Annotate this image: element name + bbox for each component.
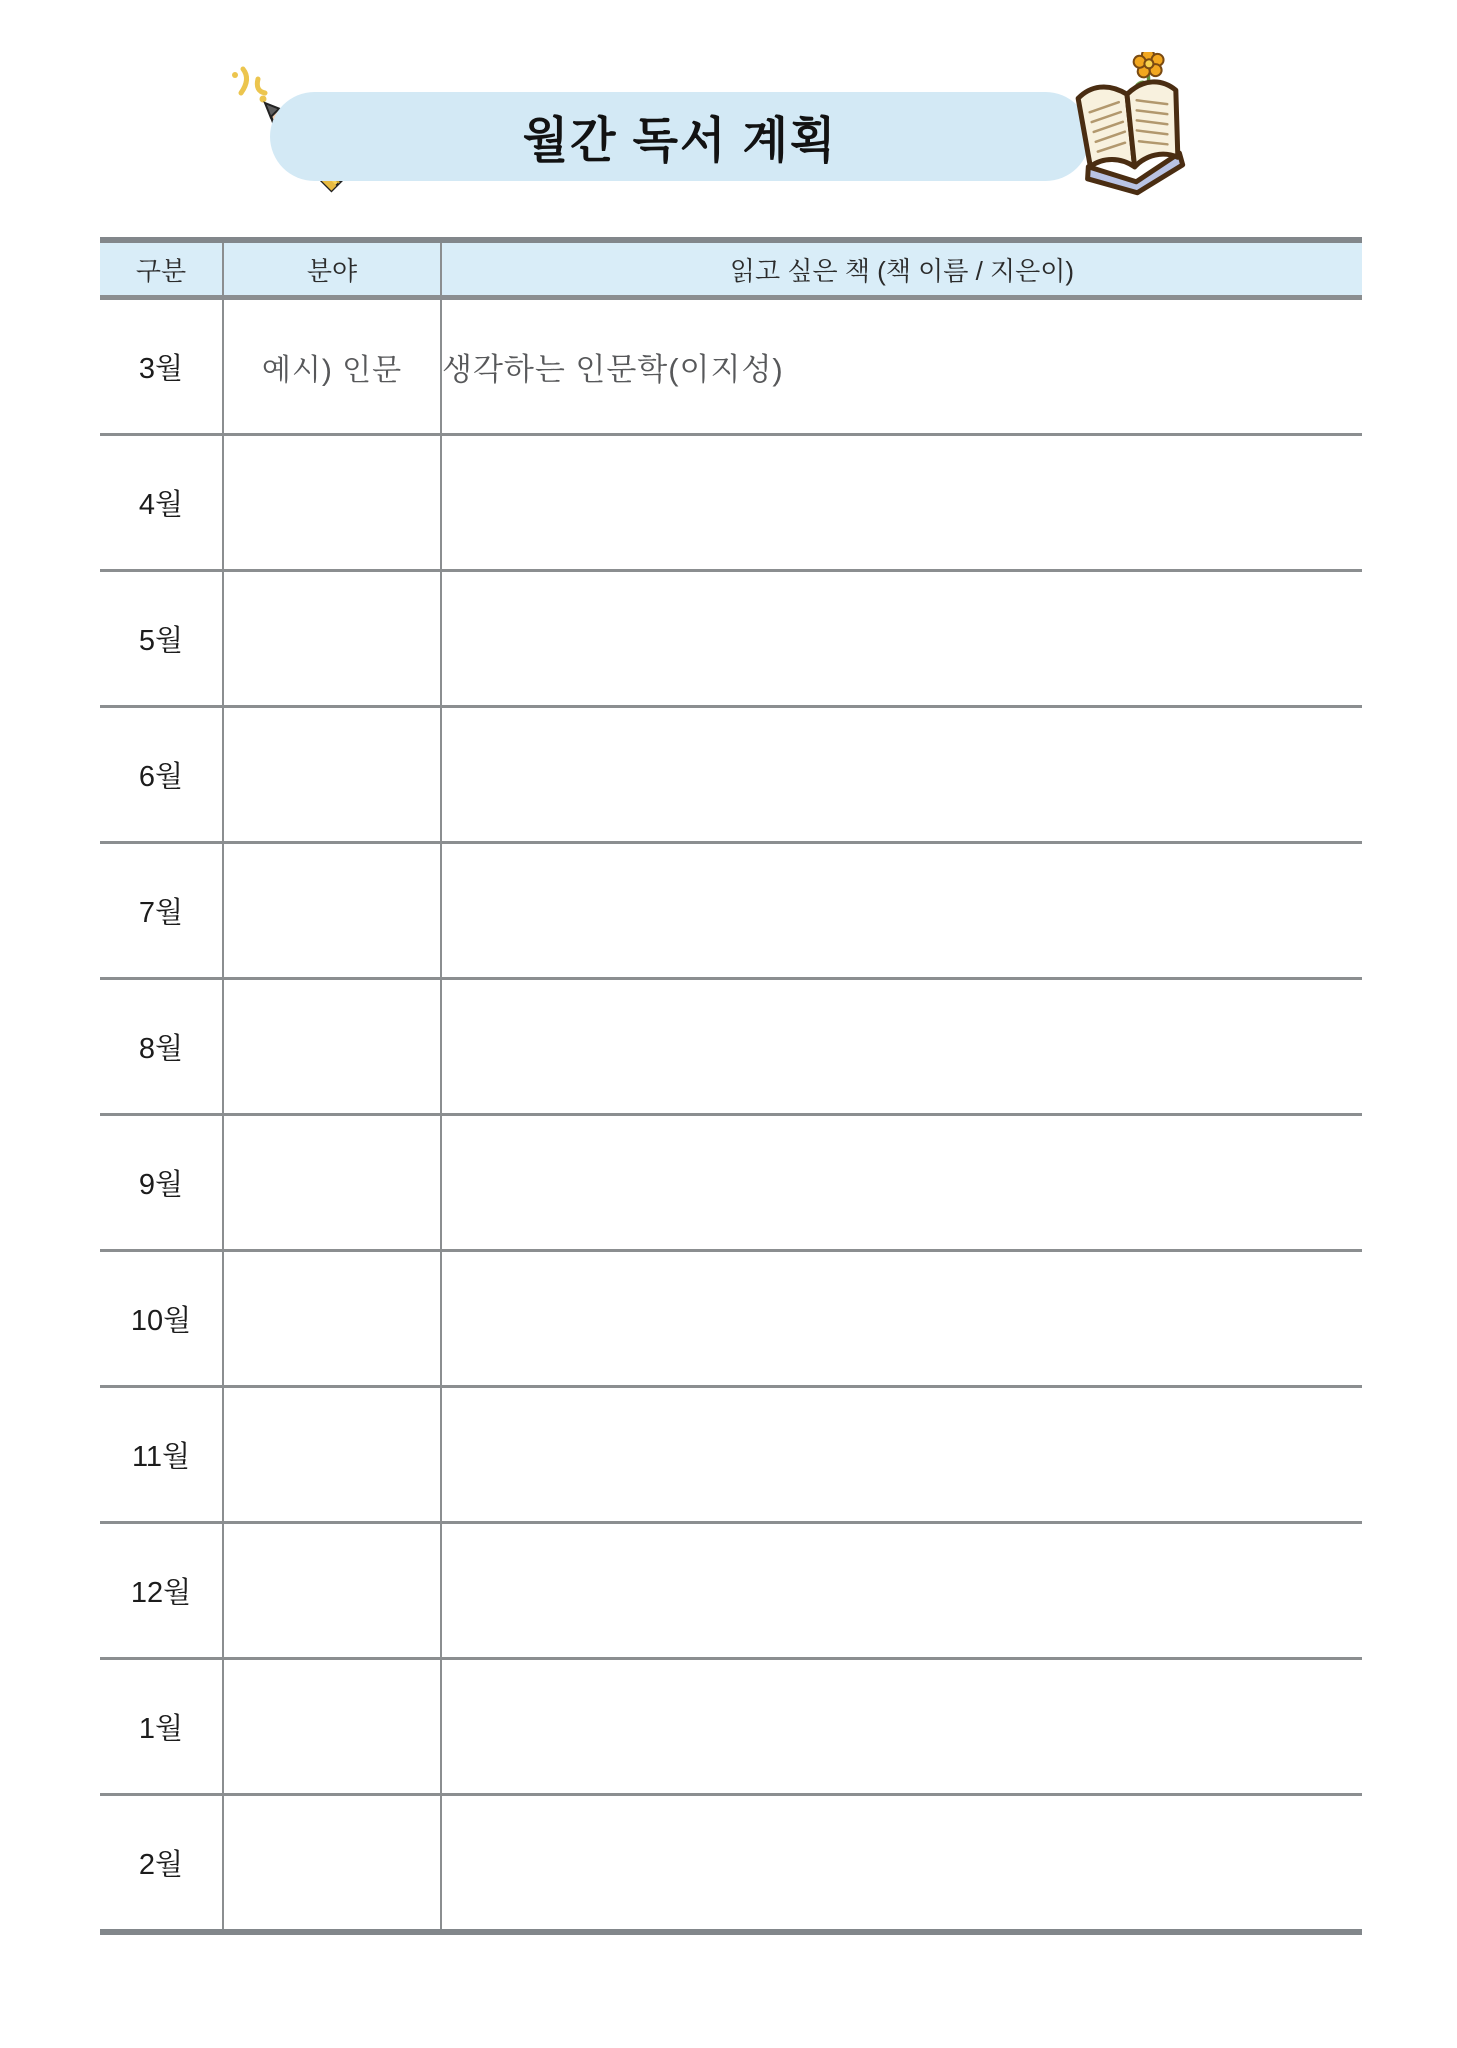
header-category: 구분 <box>100 240 223 298</box>
book-cell[interactable] <box>441 843 1362 979</box>
book-cell[interactable] <box>441 1659 1362 1795</box>
book-cell[interactable] <box>441 707 1362 843</box>
field-cell[interactable] <box>223 843 441 979</box>
month-cell: 10월 <box>100 1251 223 1387</box>
month-cell: 4월 <box>100 435 223 571</box>
title-banner <box>270 92 1090 181</box>
table-row <box>100 1659 1362 1795</box>
table-row <box>100 707 1362 843</box>
month-cell: 6월 <box>100 707 223 843</box>
field-cell[interactable] <box>223 1659 441 1795</box>
field-cell[interactable] <box>223 435 441 571</box>
table-row <box>100 1523 1362 1659</box>
header-books: 읽고 싶은 책 (책 이름 / 지은이) <box>441 240 1362 298</box>
table-row <box>100 843 1362 979</box>
book-cell[interactable] <box>441 1115 1362 1251</box>
month-cell: 11월 <box>100 1387 223 1523</box>
table-row <box>100 298 1362 435</box>
header-row <box>100 240 1362 298</box>
month-cell: 12월 <box>100 1523 223 1659</box>
reading-plan-table <box>100 237 1362 1935</box>
field-cell[interactable] <box>223 1115 441 1251</box>
table-row <box>100 571 1362 707</box>
month-cell: 5월 <box>100 571 223 707</box>
book-cell[interactable] <box>441 1523 1362 1659</box>
page-title: 월간 독서 계획 <box>522 112 838 168</box>
field-cell[interactable] <box>223 979 441 1115</box>
table-row <box>100 1251 1362 1387</box>
field-cell[interactable] <box>223 571 441 707</box>
month-cell: 2월 <box>100 1795 223 1933</box>
field-cell[interactable] <box>223 1795 441 1933</box>
table-row <box>100 435 1362 571</box>
field-cell[interactable]: 예시) 인문 <box>223 298 441 435</box>
book-cell[interactable] <box>441 571 1362 707</box>
month-cell: 9월 <box>100 1115 223 1251</box>
open-book-icon <box>1062 52 1202 197</box>
table-row <box>100 1795 1362 1933</box>
book-cell[interactable] <box>441 1795 1362 1933</box>
book-cell[interactable] <box>441 1387 1362 1523</box>
table-row <box>100 1387 1362 1523</box>
field-cell[interactable] <box>223 1523 441 1659</box>
field-cell[interactable] <box>223 1251 441 1387</box>
book-cell[interactable] <box>441 435 1362 571</box>
month-cell: 3월 <box>100 298 223 435</box>
field-cell[interactable] <box>223 1387 441 1523</box>
book-cell[interactable] <box>441 1251 1362 1387</box>
book-cell[interactable] <box>441 979 1362 1115</box>
month-cell: 8월 <box>100 979 223 1115</box>
month-cell: 1월 <box>100 1659 223 1795</box>
table-row <box>100 979 1362 1115</box>
month-cell: 7월 <box>100 843 223 979</box>
book-cell[interactable]: 생각하는 인문학(이지성) <box>441 298 1362 435</box>
header-field: 분야 <box>223 240 441 298</box>
field-cell[interactable] <box>223 707 441 843</box>
table-row <box>100 1115 1362 1251</box>
